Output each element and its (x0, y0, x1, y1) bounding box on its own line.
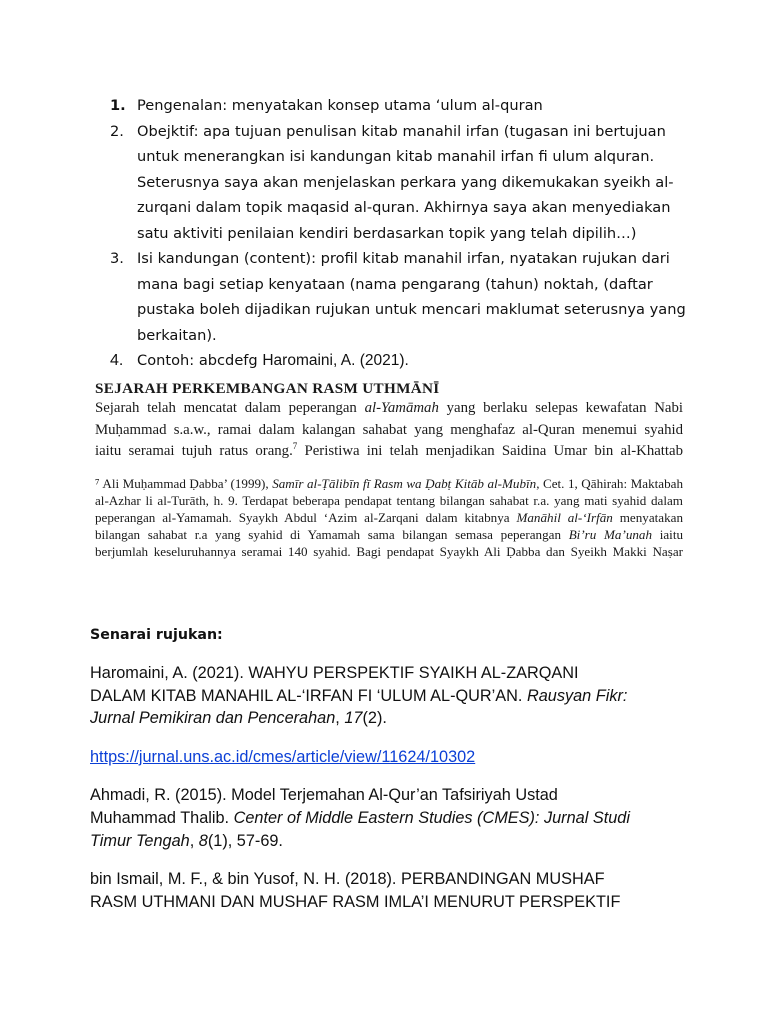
excerpt-line (95, 441, 683, 463)
italic-term: Samīr al-Ṭālibīn fī Rasm wa Ḍabṭ Kitāb al-Mubīn (272, 475, 537, 491)
book-excerpt-image (95, 380, 683, 576)
reference-line (90, 662, 690, 685)
item-number: 1. (110, 97, 126, 114)
text-run: iaitu seramai tujuh ratus orang. (95, 443, 293, 459)
reference-line (90, 784, 690, 807)
italic-term: Manāhil al-‘Irfān (516, 509, 613, 525)
text-run: berjumlah keseluruhannya seramai 140 syahid. Bagi pendapat Syaykh Ali Ḍabba dan Syeikh Makki Naṣar (95, 543, 683, 559)
italic-run: 8 (198, 831, 208, 850)
reference-line (90, 891, 690, 914)
item-text-line: mana bagi setiap kenyataan (nama pengarang (tahun) noktah, (daftar (137, 275, 653, 293)
italic-run: 17 (344, 709, 363, 728)
item-text: Contoh: abcdefg (137, 352, 263, 369)
text-run: bin Ismail, M. F., & bin Yusof, N. H. (2018). PERBANDINGAN MUSHAF (90, 870, 605, 889)
item-number: 4. (110, 352, 124, 369)
footnote-line (95, 543, 683, 560)
text-run: yang berlaku selepas kewafatan Nabi (438, 400, 683, 416)
italic-run: Jurnal Pemikiran dan Pencerahan (90, 709, 336, 728)
excerpt-line (95, 420, 683, 442)
references-list (90, 662, 690, 929)
assignment-outline-list (110, 93, 690, 374)
text-run: Haromaini, A. (2021). WAHYU PERSPEKTIF SYAIKH AL-ZARQANI (90, 664, 579, 682)
text-run: , (335, 709, 345, 728)
reference-entry (90, 746, 690, 769)
outline-item-4 (110, 348, 690, 374)
item-text-line: untuk menerangkan isi kandungan kitab manahil irfan fi ulum alquran. (137, 148, 655, 165)
item-text-line: Obejktif: apa tujuan penulisan kitab manahil irfan (tugasan ini bertujuan (137, 122, 666, 140)
item-number: 2. (110, 122, 124, 140)
footnote-line (95, 526, 683, 543)
italic-run: Rausyan Fikr: (526, 686, 628, 705)
item-text-line: berkaitan). (137, 326, 217, 344)
excerpt-footnote (95, 475, 683, 569)
italic-run: Timur Tengah (90, 831, 190, 850)
reference-link[interactable]: https://jurnal.uns.ac.id/cmes/article/view/11624/10302 (90, 747, 476, 766)
text-run: RASM UTHMANI DAN MUSHAF RASM IMLA’I MENURUT PERSPEKTIF (90, 892, 621, 911)
text-run: al-Azhar li al-Turāth, h. 9. Terdapat beberapa pendapat tentang bilangan sahabat r.a. yang mati syahid dalam (95, 492, 683, 508)
reference-line (90, 685, 690, 708)
text-run: , Cet. 1, Qāhirah: Maktabah (536, 475, 683, 491)
outline-item-1 (110, 93, 690, 119)
reference-line (90, 830, 690, 853)
text-run: Muḥammad s.a.w., ramai dalam kalangan sahabat yang menghafaz al-Quran menemui syahid (95, 421, 683, 438)
excerpt-line (95, 398, 683, 420)
italic-term: Bi’ru Ma’unah (568, 526, 653, 542)
item-text-line: Isi kandungan (content): profil kitab manahil irfan, nyatakan rujukan dari (137, 250, 670, 267)
text-run: Muhammad Thalib. (90, 808, 234, 827)
text-run: Sejarah telah mencatat dalam peperangan (95, 400, 365, 416)
footnote-line (95, 509, 683, 526)
footnote-line-cut (95, 560, 683, 569)
reference-entry (90, 662, 690, 730)
references-title: Senarai rujukan: (90, 627, 223, 643)
text-run: iaitu (652, 526, 683, 542)
excerpt-body (95, 398, 683, 463)
item-text-line: satu aktiviti penilaian kendiri berdasarkan topik yang telah dipilih…) (137, 224, 637, 242)
reference-entry (90, 784, 690, 852)
reference-line (90, 707, 690, 730)
text-run: DALAM KITAB MANAHIL AL-‘IRFAN FI ‘ULUM AL-QUR’AN. (90, 686, 527, 705)
excerpt-heading: SEJARAH PERKEMBANGAN RASM UTHMĀNĪ (95, 380, 440, 397)
text-run: Peristiwa ini telah menjadikan Saidina Umar bin al-Khattab (297, 443, 683, 459)
text-run: bilangan sahabat r.a yang syahid di Yamamah sama bilangan semasa peperangan (95, 526, 569, 542)
item-text-line: Seterusnya saya akan menjelaskan perkara yang dikemukakan syeikh al- (137, 173, 674, 191)
outline-item-3 (110, 246, 690, 348)
footnote-line (95, 475, 683, 492)
text-run: ⁷ Ali Muḥammad Ḍabba’ (1999), (95, 475, 273, 491)
reference-line (90, 868, 690, 891)
text-run: Ahmadi, R. (2015). Model Terjemahan Al-Qur’an Tafsiriyah Ustad (90, 786, 558, 805)
italic-term: al-Yamāmah (364, 400, 439, 416)
reference-entry (90, 868, 690, 913)
footnote-line (95, 492, 683, 509)
text-run: menyatakan (612, 509, 683, 525)
item-text: Pengenalan: menyatakan konsep utama ‘ulum al-quran (137, 97, 543, 114)
text-run: (1), 57-69. (207, 831, 283, 850)
italic-run: Center of Middle Eastern Studies (CMES): Jurnal Studi (233, 808, 630, 827)
text-run: (2). (362, 709, 387, 728)
item-text-line: pustaka boleh dijadikan rujukan untuk mencari maklumat seterusnya yang (137, 301, 686, 318)
item-text-line: zurqani dalam topik maqasid al-quran. Akhirnya saya akan menyediakan (137, 199, 671, 216)
outline-item-2 (110, 119, 690, 247)
example-citation: Haromaini, A. (2021). (262, 352, 409, 369)
text-run: , (189, 831, 199, 850)
item-number: 3. (110, 250, 124, 267)
footnote-marker: 7 (292, 441, 298, 452)
text-run: peperangan al-Yamamah. Syaykh Abdul ‘Azim al-Zarqani dalam kitabnya (95, 509, 517, 525)
reference-line (90, 807, 690, 830)
